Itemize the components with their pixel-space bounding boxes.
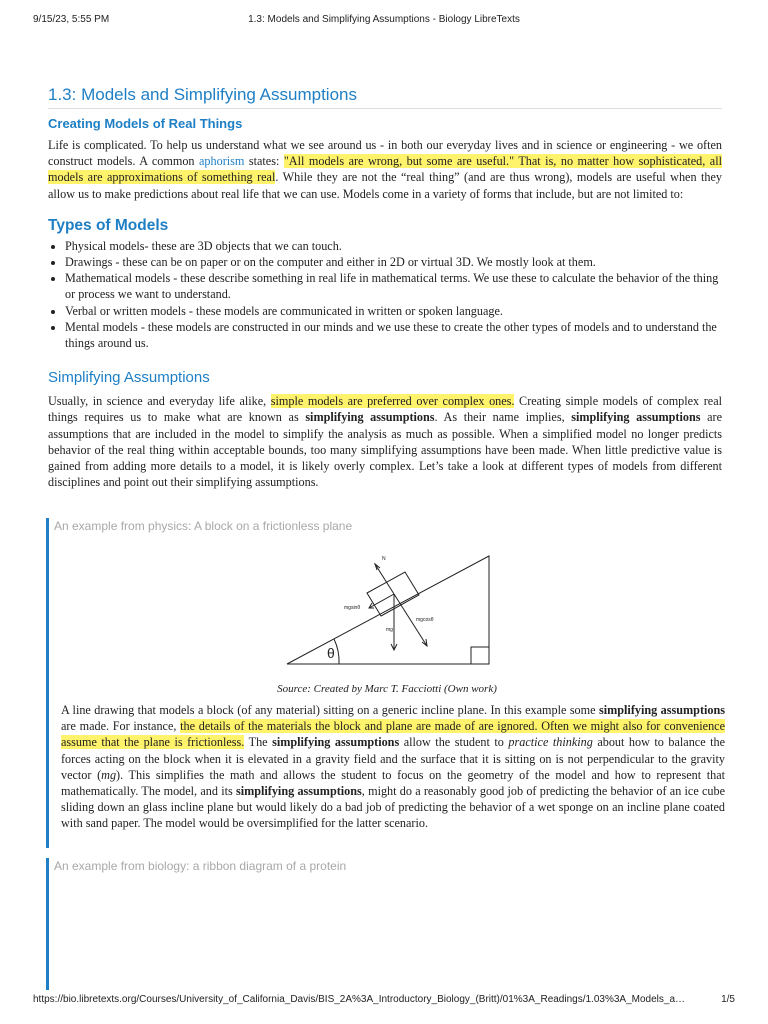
right-angle-marker [471,647,489,664]
print-page-title: 1.3: Models and Simplifying Assumptions - Biology LibreTexts [248,14,520,25]
incline-triangle [287,556,489,664]
print-header [33,14,735,30]
page-title: 1.3: Models and Simplifying Assumptions [48,84,722,109]
label-theta: θ [327,645,335,661]
italic-term: practice thinking [508,735,593,750]
text-span: allow the student to [399,735,509,750]
print-timestamp: 9/15/23, 5:55 PM [33,14,110,25]
text-span: A line drawing that models a block (of any material) sitting on a generic incline plane. In this example some [61,703,599,717]
mgsin-arrow [369,594,394,608]
highlight-all-models-wrong: "All models are wrong, but some are useful." That is, no matter how sophisticated, all models are approximations of something real [48,154,722,185]
highlight-simple-models: simple models are preferred over complex ones. [270,394,515,409]
label-mgcos: mgcosθ [416,617,434,623]
text-span: . As their name implies, [434,410,572,425]
creating-models-paragraph [48,137,722,202]
label-n: N [382,556,386,562]
text-span: Usually, in science and everyday life alike, [48,394,271,409]
example-physics-title[interactable]: An example from physics: A block on a frictionless plane [54,519,353,533]
bold-term: simplifying assumptions [571,410,701,425]
label-mg: mg [386,627,393,633]
normal-force-arrow [375,564,394,594]
section-heading-creating-models: Creating Models of Real Things [48,116,243,131]
print-page-number: 1/5 [721,994,735,1005]
text-span: Life is complicated. To help us understand what we see around us - in both our everyday lives and in science or engineering - we often construct models. A common [48,138,722,169]
section-heading-simplifying-assumptions: Simplifying Assumptions [48,369,210,387]
print-url: https://bio.libretexts.org/Courses/University_of_California_Davis/BIS_2A%3A_Introductory_Biology_(Britt)/01%3A_Readings/1.03%3A_Models_a… [33,994,686,1005]
example-biology-title[interactable]: An example from biology: a ribbon diagram of a protein [54,859,347,873]
normal-arrowhead [375,564,380,570]
section-heading-types-of-models: Types of Models [48,216,169,234]
label-mgsin: mgsinθ [344,605,361,611]
italic-term: mg [101,767,117,782]
text-span: Creating simple models of complex real things requires us to make what are known as [48,394,722,425]
text-span: ). This simplifies the math and allows the student to focus on the geometry of the model and how to represent that mathematically. The model, and its [61,767,725,799]
list-item: • Mental models - these models are constructed in our minds and we use these to create the other types of models and to understand the things around us. [65,319,722,351]
list-item: • Verbal or written models - these models are communicated in written or spoken language. [65,303,722,319]
aphorism-link[interactable]: aphorism [199,154,245,169]
text-span: are made. For instance, [61,719,181,734]
bold-term: simplifying assumptions [235,784,362,799]
physics-example-paragraph [61,702,725,832]
bold-term: simplifying assumptions [305,410,435,425]
text-span: , might do a reasonably good job of predicting the behavior of an ice cube sliding down an glass incline plane but would likely do a bad job of predicting the behavior of a wet sponge on an incline plane coated with sand paper. The model would be oversimplified for the latter scenario. [61,784,725,831]
print-footer [33,994,735,1008]
list-item: • Physical models- these are 3D objects that we can touch. [65,238,722,254]
article-content [48,84,722,490]
example-biology-box [46,858,725,990]
text-span: The [244,735,273,750]
bold-term: simplifying assumptions [272,735,400,750]
incline-plane-diagram [49,542,725,672]
bold-term: simplifying assumptions [598,703,726,717]
list-item: • Drawings - these can be on paper or on the computer and either in 2D or virtual 3D. We mostly look at them. [65,254,722,270]
text-span: . While they are not the “real thing” (and are thus wrong), models are useful when they allow us to make predictions about real life that we can use. Models come in a variety of forms that include, but are not limited to: [48,170,722,201]
list-item: • Mathematical models - these describe something in real life in mathematical terms. We use these to calculate the behavior of the thing or process we want to understand. [65,270,722,302]
text-span: about how to balance the forces acting on the block when it is elevated in a gravity field and the surface that it is sitting on is not perpendicular to the gravity vector ( [61,735,726,782]
figure-caption: Source: Created by Marc T. Facciotti (Own work) [277,683,497,695]
simplifying-assumptions-paragraph [48,393,722,490]
example-physics-box [46,518,725,848]
incline-plane-figure [49,542,725,661]
text-span: are assumptions that are included in the model to simplify the analysis as much as possible. When a simplified model no longer predicts behavior of the real thing within acceptable bounds, too many simplifying assumptions have been made. When little predictive value is gained from adding more details to a model, it is likely overly complex. Let’s take a look at different types of models from different disciplines and point out their simplifying assumptions. [48,410,722,490]
text-span: states: [244,154,284,169]
types-of-models-list [48,238,722,351]
highlight-materials-ignored: the details of the materials the block and plane are made of are ignored. Often we might also for convenience assume that the plane is frictionless. [61,719,725,750]
